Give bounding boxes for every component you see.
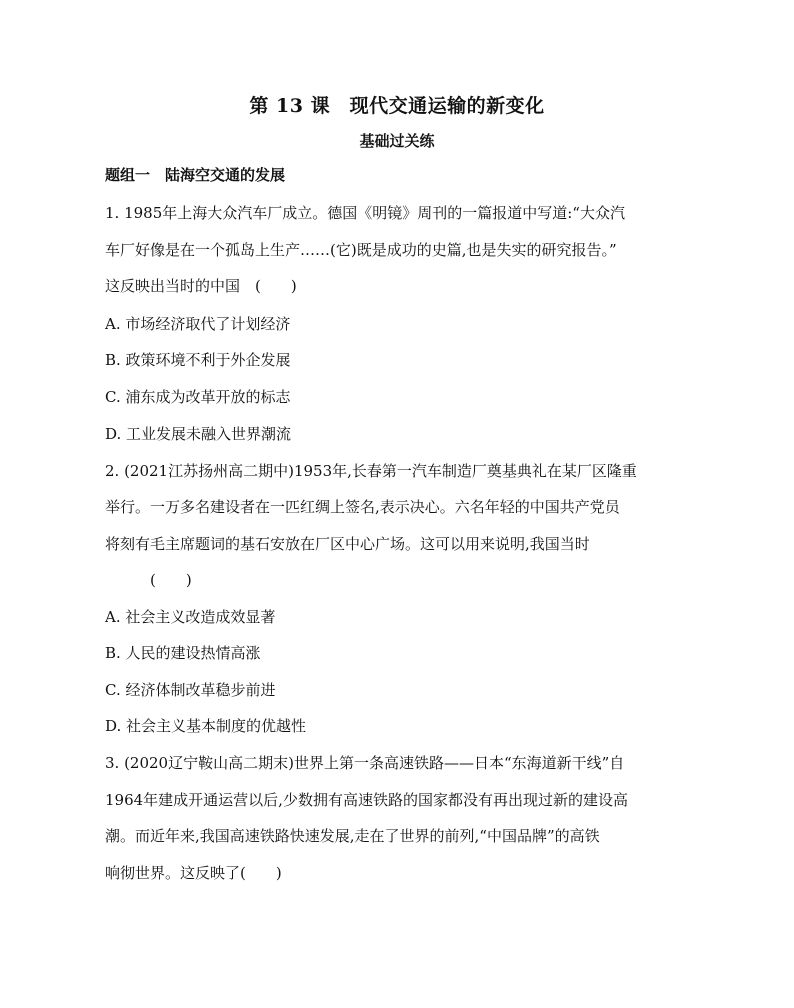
q1-option-a: A. 市场经济取代了计划经济: [105, 315, 291, 333]
q2-stem-line-3: 将刻有毛主席题词的基石安放在厂区中心广场。这可以用来说明,我国当时: [105, 535, 590, 553]
q1-stem-line-3: 这反映出当时的中国 ( ): [105, 277, 297, 295]
q1-option-b: B. 政策环境不利于外企发展: [105, 351, 291, 369]
q1-option-d: D. 工业发展未融入世界潮流: [105, 425, 292, 443]
q2-answer-blank: ( ): [150, 571, 192, 589]
q2-stem-line-2: 举行。一万多名建设者在一匹红绸上签名,表示决心。六名年轻的中国共产党员: [105, 498, 620, 516]
q2-option-c: C. 经济体制改革稳步前进: [105, 681, 276, 699]
q3-stem-line-4: 响彻世界。这反映了( ): [105, 864, 282, 882]
q3-stem-line-1: 3. (2020辽宁鞍山高二期末)世界上第一条高速铁路——日本“东海道新干线”自: [105, 754, 625, 772]
q2-option-d: D. 社会主义基本制度的优越性: [105, 717, 307, 735]
q1-stem-line-1: 1. 1985年上海大众汽车厂成立。德国《明镜》周刊的一篇报道中写道:“大众汽: [105, 204, 625, 222]
q1-option-c: C. 浦东成为改革开放的标志: [105, 388, 291, 406]
q2-option-b: B. 人民的建设热情高涨: [105, 644, 261, 662]
q3-stem-line-2: 1964年建成开通运营以后,少数拥有高速铁路的国家都没有再出现过新的建设高: [105, 791, 628, 809]
lesson-subtitle: 基础过关练: [359, 132, 435, 150]
q2-option-a: A. 社会主义改造成效显著: [105, 608, 276, 626]
section-heading: 题组一 陆海空交通的发展: [105, 166, 286, 184]
lesson-title: 第 13 课 现代交通运输的新变化: [249, 95, 545, 117]
q2-stem-line-1: 2. (2021江苏扬州高二期中)1953年,长春第一汽车制造厂奠基典礼在某厂区隆重: [105, 462, 637, 480]
q1-stem-line-2: 车厂好像是在一个孤岛上生产……(它)既是成功的史篇,也是失实的研究报告。”: [105, 241, 617, 259]
q3-stem-line-3: 潮。而近年来,我国高速铁路快速发展,走在了世界的前列,“中国品牌”的高铁: [105, 827, 600, 845]
